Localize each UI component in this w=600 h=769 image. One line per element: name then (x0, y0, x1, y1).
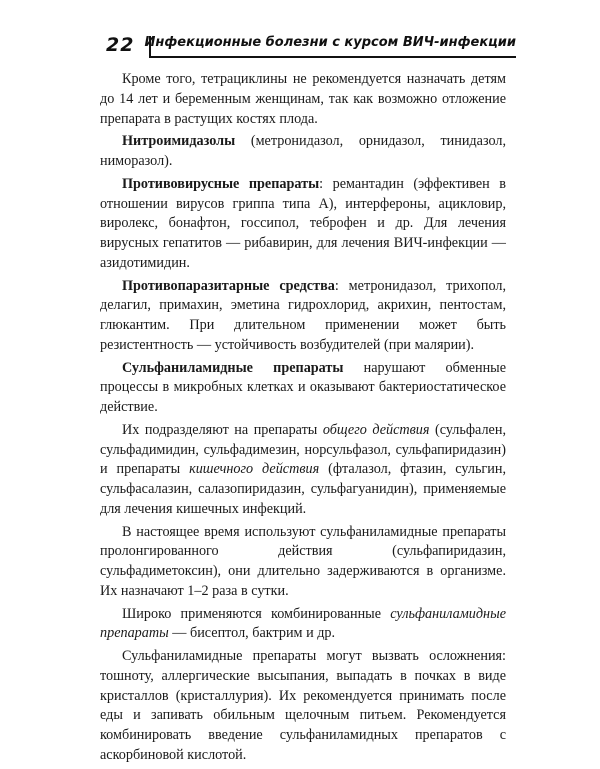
paragraph-sulfonamide-classes: Их подразделяют на препараты общего действия (сульфален, сульфадимидин, сульфадимезин, норсульфазол, сульфапиридазин) и препараты кишечного действия (фталазол, фтазин, сульгин, сульфасалазин, салазопиридазин, сульфагуанидин), применяемые для лечения кишечных инфекций. (100, 421, 506, 517)
term-heading: Нитроимидазолы (122, 133, 236, 150)
paragraph-antiparasitics: Противопаразитарные средства: метронидазол, трихопол, делагил, примахин, эметина гидрохлорид, акрихин, пентостам, глюкантим. При длительном применении может быть резистентность — устойчивость возбудителей (при малярии). (100, 277, 507, 353)
emphasis: общего действия (322, 421, 430, 438)
body-text (100, 70, 506, 769)
page-header (106, 34, 516, 60)
paragraph-complications: Сульфаниламидные препараты могут вызвать осложнения: тошноту, аллергические высыпания, выпадать в почках в виде кристаллов (кристаллурия). Их рекомендуется принимать после еды и запивать обильным щелочным питьем. Рекомендуется комбинировать введение сульфаниламидных препаратов с аскорбиновой кислотой. (100, 648, 506, 763)
header-rule-horizontal (149, 56, 516, 58)
paragraph-combined: Широко применяются комбинированные сульфаниламидные препараты — бисептол, бактрим и др. (100, 605, 506, 642)
page-number: 22 (106, 34, 135, 56)
paragraph-tetracyclines: Кроме того, тетрациклины не рекомендуется назначать детям до 14 лет и беременным женщинам, так как возможно отложение препарата в растущих костях плода. (100, 71, 506, 127)
emphasis: кишечного действия (189, 461, 320, 478)
running-title: Инфекционные болезни с курсом ВИЧ-инфекции (144, 35, 516, 50)
paragraph-prolonged-action: В настоящее время используют сульфаниламидные препараты пролонгированного действия (сульфапиридазин, сульфадиметоксин), они длительно задерживаются в организме. Их назначают 1–2 раза в сутки. (100, 523, 506, 599)
term-heading: Сульфаниламидные препараты (122, 359, 344, 376)
paragraph-nitroimidazoles: Нитроимидазолы (метронидазол, орнидазол, тинидазол, ниморазол). (100, 133, 506, 169)
paragraph-antivirals: Противовирусные препараты: ремантадин (эффективен в отношении вирусов гриппа типа А), интерфероны, ацикловир, виролекс, бонафтон, госсипол, теброфен и др. Для лечения вирусных гепатитов — рибавирин, для лечения ВИЧ-инфекции — азидотимидин. (100, 175, 506, 271)
term-heading: Противовирусные препараты (122, 175, 320, 192)
paragraph-sulfonamides: Сульфаниламидные препараты нарушают обменные процессы в микробных клетках и оказывают бактериостатическое действие. (100, 359, 507, 415)
emphasis: сульфаниламидные препараты (100, 605, 506, 642)
term-heading: Противопаразитарные средства (122, 277, 335, 294)
